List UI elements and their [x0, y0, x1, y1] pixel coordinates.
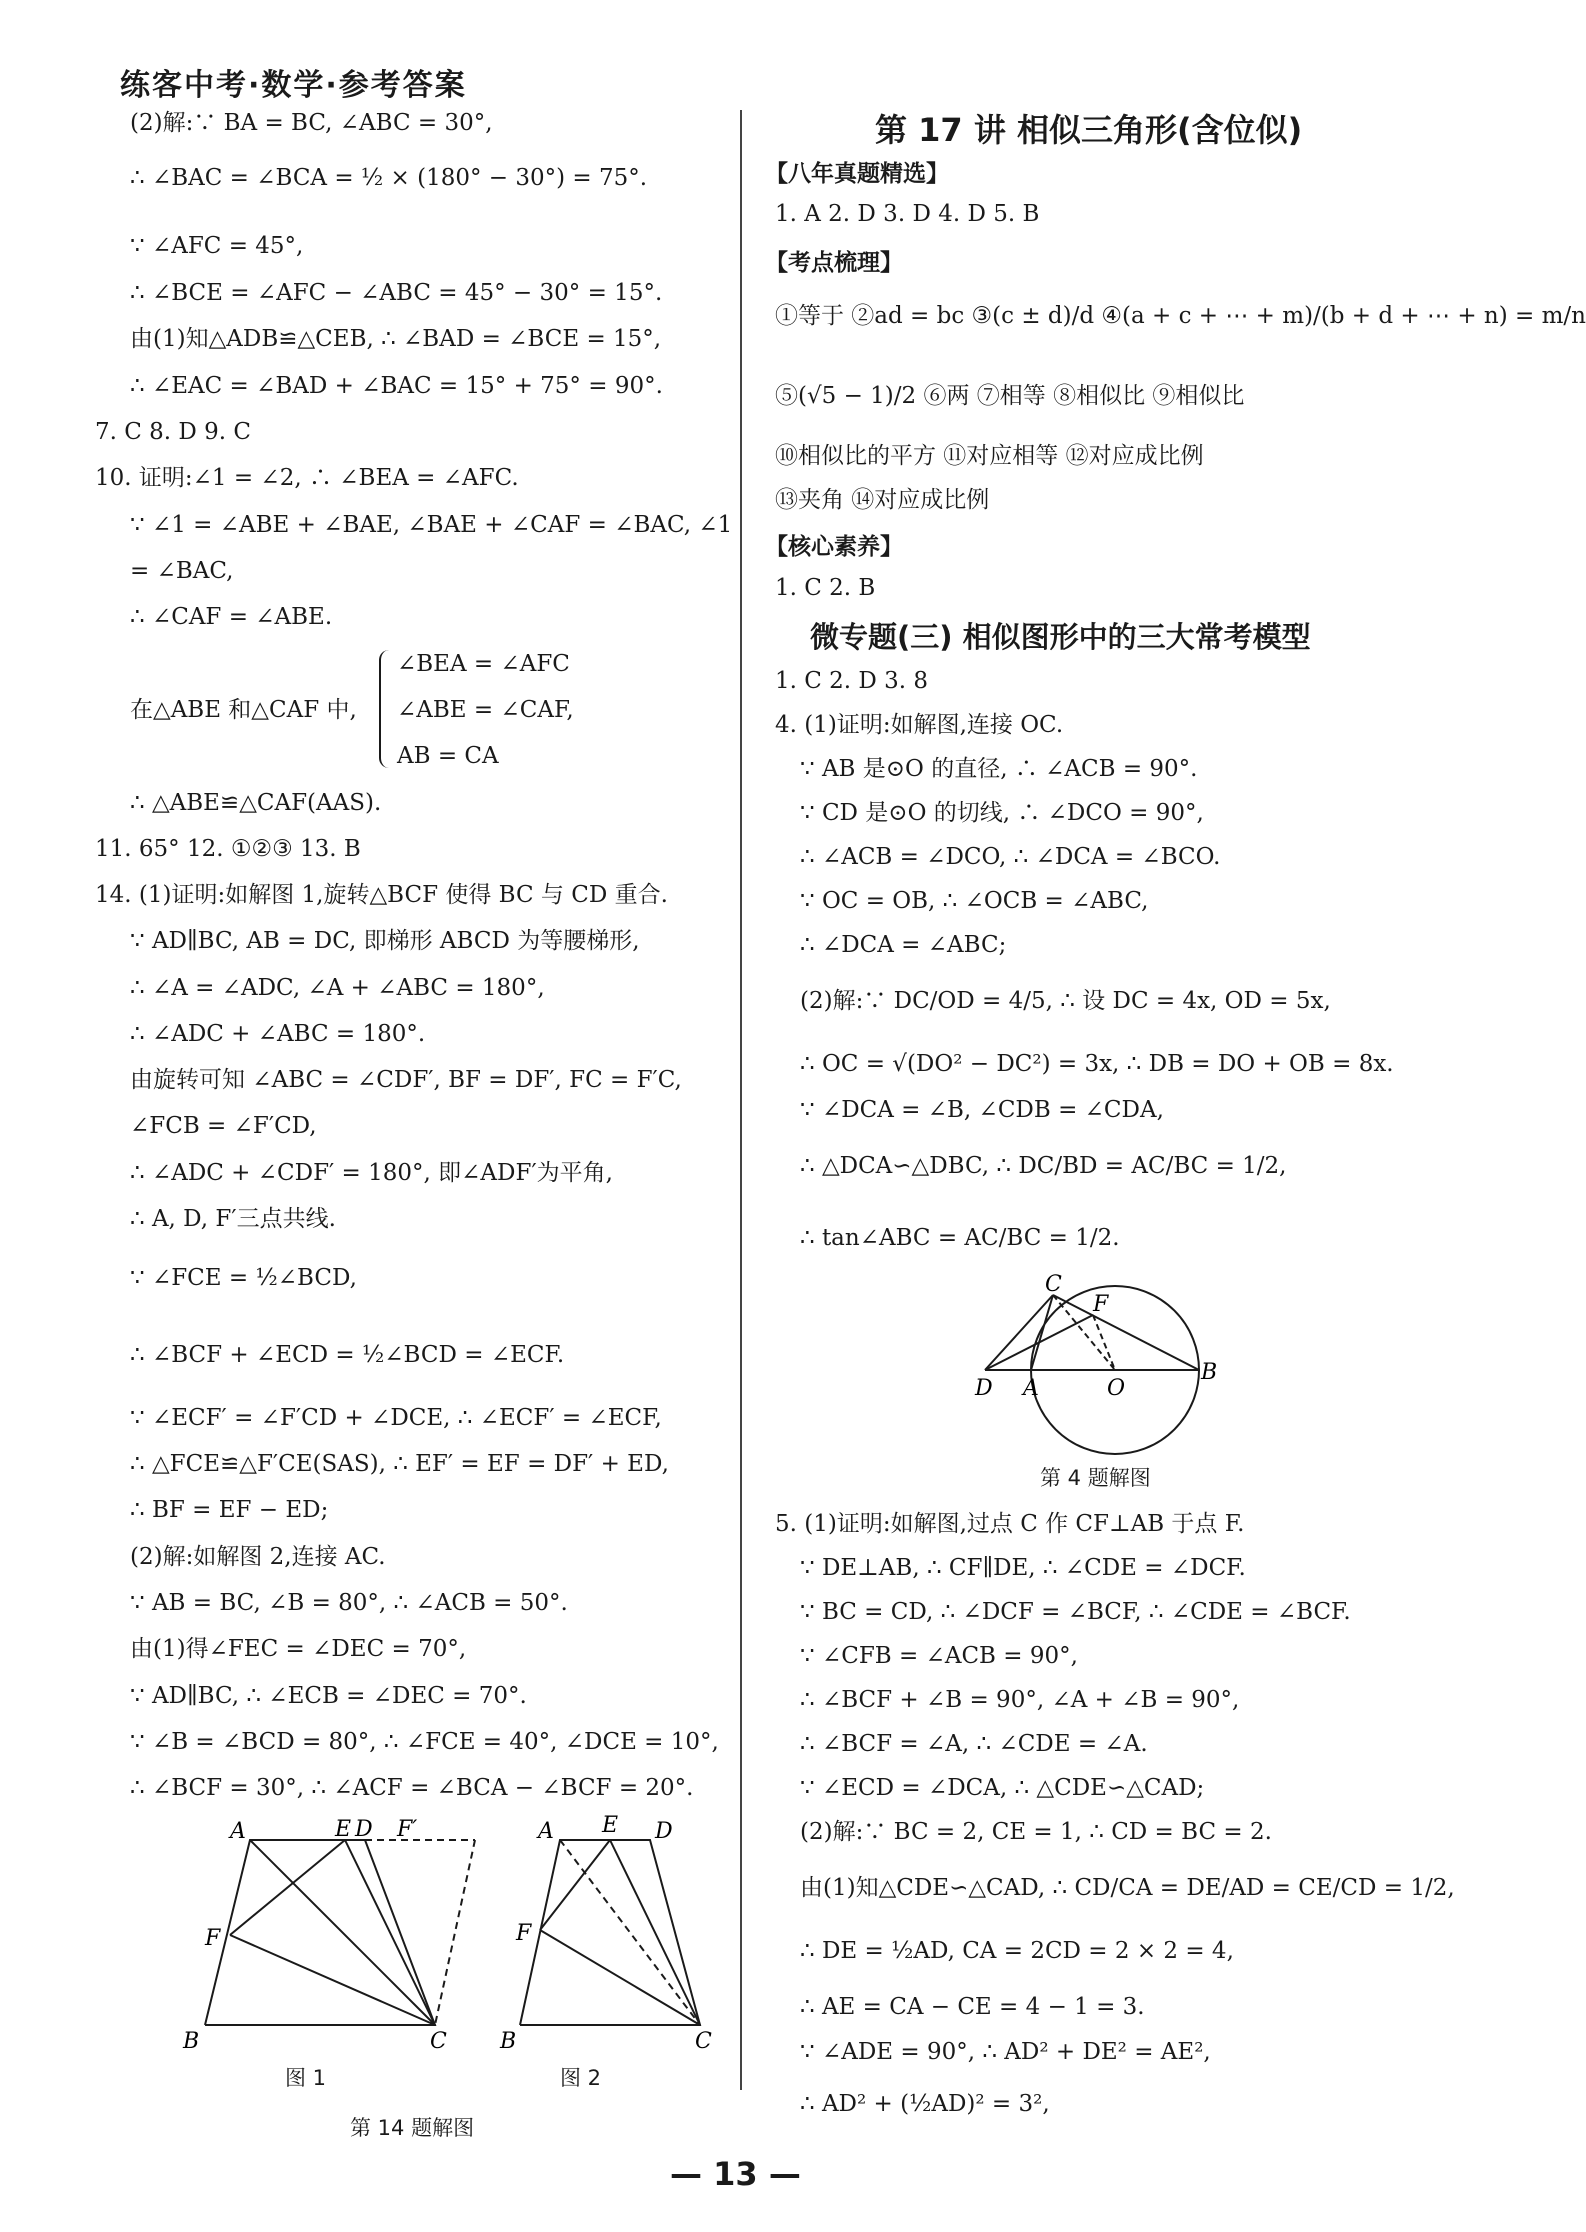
figure-caption: 第 14 题解图 [350, 2116, 475, 2140]
text-line: ∵ ∠1 = ∠ABE + ∠BAE, ∠BAE + ∠CAF = ∠BAC, ∠1 [130, 512, 733, 538]
text-line: ∴ ∠BCF + ∠ECD = ½∠BCD = ∠ECF. [130, 1342, 565, 1368]
text-line: ∴ A, D, F′三点共线. [130, 1206, 336, 1232]
keypoint-line: ⑬夹角 ⑭对应成比例 [775, 487, 990, 513]
text-line: (2)解:∵ BC = 2, CE = 1, ∴ CD = BC = 2. [800, 1819, 1272, 1845]
point-label: E [335, 1817, 352, 1842]
point-label: F [205, 1926, 221, 1951]
text-line: ∴ ∠CAF = ∠ABE. [130, 604, 333, 630]
point-label: D [355, 1817, 373, 1842]
figure-caption: 图 2 [560, 2066, 602, 2090]
text-line: 由(1)得∠FEC = ∠DEC = 70°, [130, 1636, 467, 1662]
text-line: ∴ ∠DCA = ∠ABC; [800, 932, 1007, 958]
text-line: ∵ AB = BC, ∠B = 80°, ∴ ∠ACB = 50°. [130, 1590, 568, 1616]
text-line: = ∠BAC, [130, 558, 234, 584]
text-line: ∴ ∠ADC + ∠ABC = 180°. [130, 1021, 426, 1047]
text-line: ∵ ∠B = ∠BCD = 80°, ∴ ∠FCE = 40°, ∠DCE = 10°, [130, 1729, 719, 1755]
keypoint-line: ⑩相似比的平方 ⑪对应相等 ⑫对应成比例 [775, 443, 1204, 469]
text-line: ∴ BF = EF − ED; [130, 1497, 329, 1523]
text-line: ∵ ∠FCE = ½∠BCD, [130, 1265, 357, 1291]
answer-line: 11. 65° 12. ①②③ 13. B [95, 836, 361, 862]
text-line: 由(1)知△CDE∽△CAD, ∴ CD/CA = DE/AD = CE/CD = 1/2, [800, 1875, 1455, 1901]
point-label: E [602, 1813, 619, 1838]
point-label: A [1023, 1376, 1039, 1401]
figure-4 [975, 1272, 1218, 1465]
point-label: C [695, 2029, 712, 2054]
point-label: F′ [397, 1817, 418, 1842]
system-line: ∠ABE = ∠CAF, [397, 697, 574, 723]
text-line: ∴ DE = ½AD, CA = 2CD = 2 × 2 = 4, [800, 1938, 1234, 1964]
keypoint-line: ⑤(√5 − 1)/2 ⑥两 ⑦相等 ⑧相似比 ⑨相似比 [775, 383, 1245, 409]
figure-14-2 [500, 1813, 715, 2060]
text-line: ∴ ∠A = ∠ADC, ∠A + ∠ABC = 180°, [130, 975, 545, 1001]
text-line: ∵ AB 是⊙O 的直径, ∴ ∠ACB = 90°. [800, 756, 1198, 782]
figure-14-1 [175, 1817, 447, 2060]
text-line: 在△ABE 和△CAF 中, [130, 697, 357, 723]
text-line: ∴ △ABE≌△CAF(AAS). [130, 790, 382, 816]
system-line: AB = CA [397, 743, 499, 769]
text-line: ∵ DE⊥AB, ∴ CF∥DE, ∴ ∠CDE = ∠DCF. [800, 1555, 1246, 1581]
text-line: 由旋转可知 ∠ABC = ∠CDF′, BF = DF′, FC = F′C, [130, 1067, 682, 1093]
keypoint-line: ①等于 ②ad = bc ③(c ± d)/d ④(a + c + ⋯ + m)/(b + d + ⋯ + n) = m/n [775, 303, 1586, 329]
text-line: (2)解:∵ DC/OD = 4/5, ∴ 设 DC = 4x, OD = 5x, [800, 988, 1331, 1014]
text-line: ∴ ∠BCF + ∠B = 90°, ∠A + ∠B = 90°, [800, 1687, 1240, 1713]
text-line: ∴ △FCE≌△F′CE(SAS), ∴ EF′ = EF = DF′ + ED, [130, 1451, 669, 1477]
point-label: B [183, 2029, 200, 2054]
text-line: ∴ tan∠ABC = AC/BC = 1/2. [800, 1225, 1120, 1251]
answer-line: 7. C 8. D 9. C [95, 419, 252, 445]
figure-caption: 第 4 题解图 [1040, 1466, 1151, 1490]
text-line: ∴ ∠EAC = ∠BAD + ∠BAC = 15° + 75° = 90°. [130, 373, 663, 399]
text-line: 14. (1)证明:如解图 1,旋转△BCF 使得 BC 与 CD 重合. [95, 882, 668, 908]
text-line: ∴ ∠BAC = ∠BCA = ½ × (180° − 30°) = 75°. [130, 165, 648, 191]
text-line: 5. (1)证明:如解图,过点 C 作 CF⊥AB 于点 F. [775, 1511, 1245, 1537]
point-label: A [538, 1819, 554, 1844]
text-line: ∴ ∠BCE = ∠AFC − ∠ABC = 45° − 30° = 15°. [130, 280, 663, 306]
page-header: 练客中考·数学·参考答案 [120, 68, 467, 103]
text-line: ∵ ∠DCA = ∠B, ∠CDB = ∠CDA, [800, 1097, 1164, 1123]
answer-line: 1. A 2. D 3. D 4. D 5. B [775, 201, 1040, 227]
text-line: (2)解:∵ BA = BC, ∠ABC = 30°, [130, 110, 493, 136]
text-line: ∵ ∠AFC = 45°, [130, 233, 304, 259]
point-label: C [430, 2029, 447, 2054]
point-label: F [516, 1921, 532, 1946]
system-line: ∠BEA = ∠AFC [397, 651, 570, 677]
text-line: ∵ ∠ECF′ = ∠F′CD + ∠DCE, ∴ ∠ECF′ = ∠ECF, [130, 1405, 662, 1431]
text-line: ∴ ∠BCF = ∠A, ∴ ∠CDE = ∠A. [800, 1731, 1148, 1757]
text-line: ∵ ∠ADE = 90°, ∴ AD² + DE² = AE², [800, 2039, 1211, 2065]
point-label: D [655, 1819, 673, 1844]
column-divider [740, 110, 742, 2090]
text-line: ∠FCB = ∠F′CD, [130, 1113, 317, 1139]
text-line: 10. 证明:∠1 = ∠2, ∴ ∠BEA = ∠AFC. [95, 465, 519, 491]
page-number: — 13 — [670, 2155, 801, 2193]
point-label: C [1045, 1272, 1062, 1297]
text-line: ∵ AD∥BC, ∴ ∠ECB = ∠DEC = 70°. [130, 1683, 527, 1709]
text-line: ∴ OC = √(DO² − DC²) = 3x, ∴ DB = DO + OB = 8x. [800, 1051, 1394, 1077]
lesson-title: 第 17 讲 相似三角形(含位似) [875, 111, 1303, 149]
section-heading: 【八年真题精选】 [765, 161, 949, 187]
text-line: ∴ △DCA∽△DBC, ∴ DC/BD = AC/BC = 1/2, [800, 1153, 1287, 1179]
point-label: A [230, 1819, 246, 1844]
text-line: ∵ ∠CFB = ∠ACB = 90°, [800, 1643, 1078, 1669]
point-label: F [1093, 1292, 1109, 1317]
text-line: 4. (1)证明:如解图,连接 OC. [775, 712, 1064, 738]
system-brace [379, 650, 395, 768]
answer-line: 1. C 2. B [775, 575, 876, 601]
section-heading: 【考点梳理】 [765, 250, 903, 276]
text-line: ∴ ∠ACB = ∠DCO, ∴ ∠DCA = ∠BCO. [800, 844, 1221, 870]
text-line: ∴ ∠BCF = 30°, ∴ ∠ACF = ∠BCA − ∠BCF = 20°. [130, 1775, 694, 1801]
point-label: B [500, 2029, 517, 2054]
text-line: ∵ OC = OB, ∴ ∠OCB = ∠ABC, [800, 888, 1149, 914]
text-line: ∵ CD 是⊙O 的切线, ∴ ∠DCO = 90°, [800, 800, 1204, 826]
point-label: B [1201, 1360, 1218, 1385]
point-label: D [975, 1376, 993, 1401]
answer-line: 1. C 2. D 3. 8 [775, 668, 929, 694]
text-line: (2)解:如解图 2,连接 AC. [130, 1544, 386, 1570]
text-line: ∵ AD∥BC, AB = DC, 即梯形 ABCD 为等腰梯形, [130, 928, 640, 954]
text-line: ∴ AE = CA − CE = 4 − 1 = 3. [800, 1994, 1145, 2020]
point-label: O [1107, 1376, 1126, 1401]
text-line: 由(1)知△ADB≌△CEB, ∴ ∠BAD = ∠BCE = 15°, [130, 326, 662, 352]
text-line: ∵ ∠ECD = ∠DCA, ∴ △CDE∽△CAD; [800, 1775, 1205, 1801]
text-line: ∴ AD² + (½AD)² = 3², [800, 2091, 1050, 2117]
section-heading: 【核心素养】 [765, 534, 903, 560]
figure-caption: 图 1 [285, 2066, 327, 2090]
special-topic-title: 微专题(三) 相似图形中的三大常考模型 [810, 620, 1311, 654]
text-line: ∴ ∠ADC + ∠CDF′ = 180°, 即∠ADF′为平角, [130, 1160, 613, 1186]
text-line: ∵ BC = CD, ∴ ∠DCF = ∠BCF, ∴ ∠CDE = ∠BCF. [800, 1599, 1351, 1625]
